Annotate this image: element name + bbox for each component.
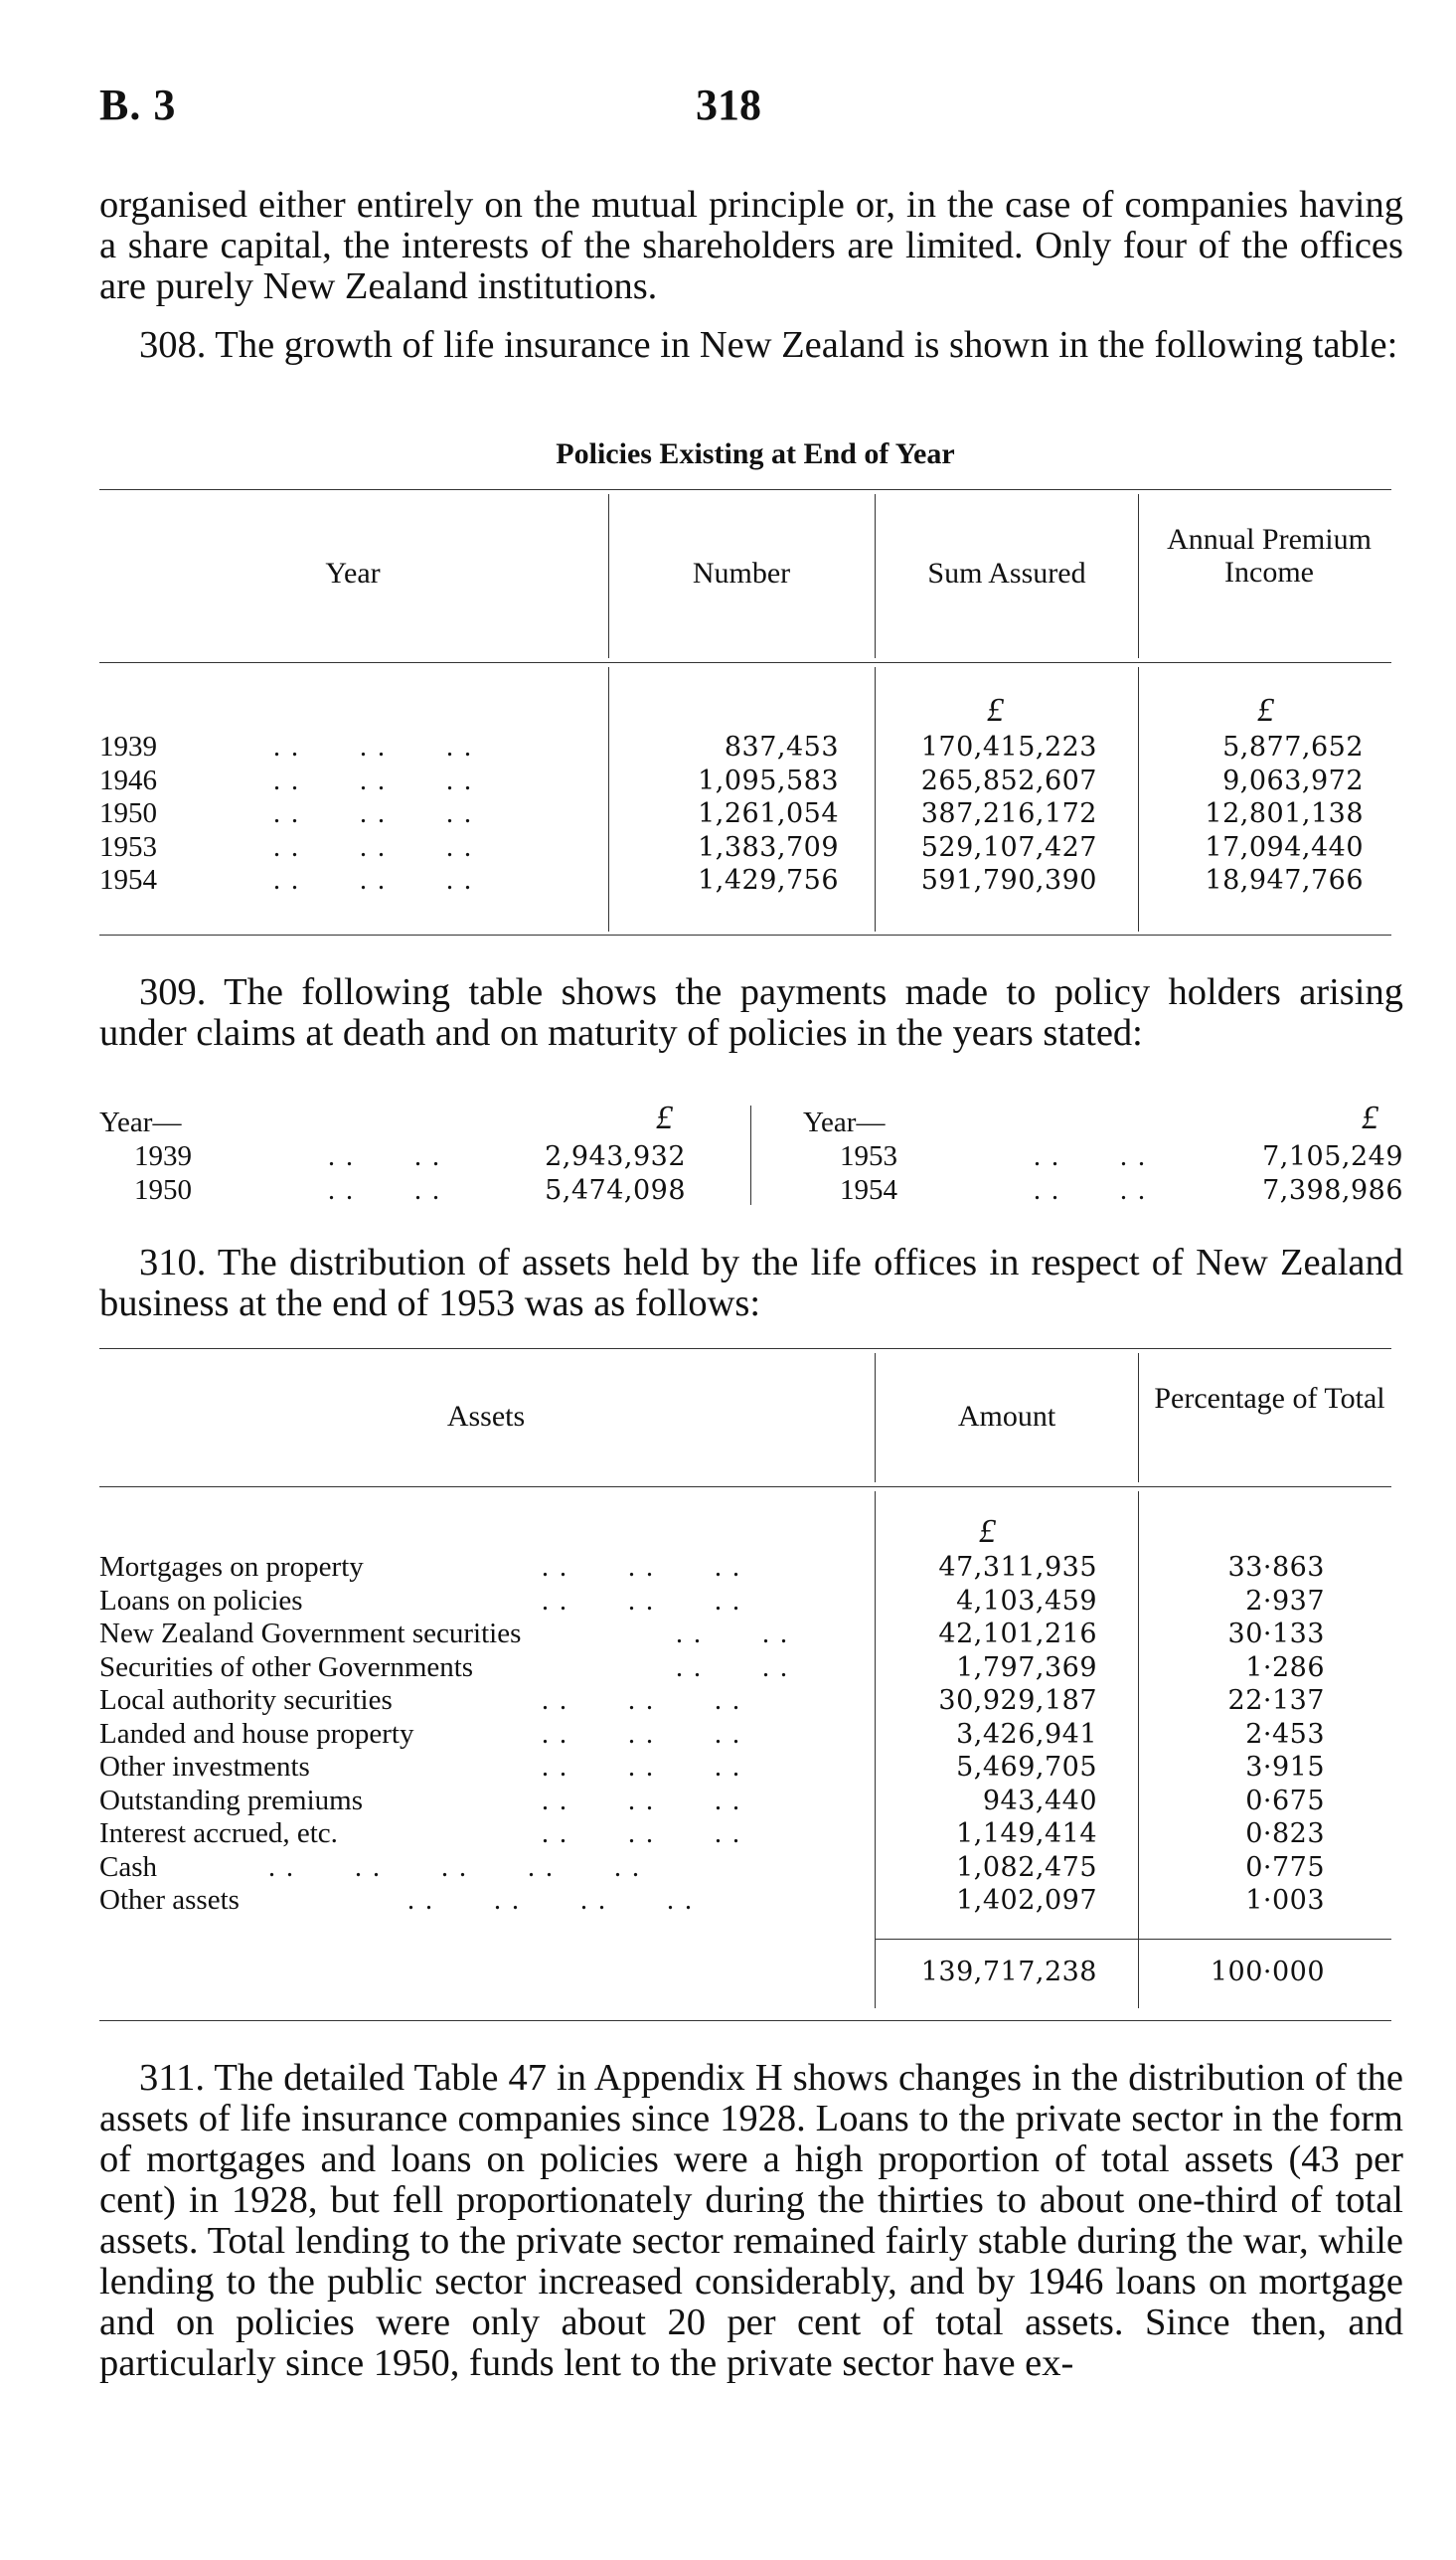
column-header-year: Year bbox=[325, 557, 381, 590]
table-cell-asset: Interest accrued, etc. bbox=[99, 1817, 338, 1849]
table-cell-asset: Cash bbox=[99, 1850, 157, 1883]
table-cell-amount: 4,103,459 bbox=[956, 1585, 1097, 1617]
leader-dots: . . . . . . bbox=[273, 831, 473, 863]
table-cell-sum-assured: 170,415,223 bbox=[920, 732, 1097, 763]
table-cell-amount: 1,149,414 bbox=[956, 1818, 1097, 1849]
table-cell-asset: Loans on policies bbox=[99, 1584, 303, 1617]
column-header-percentage: Percentage of Total bbox=[1154, 1382, 1385, 1415]
leader-dots: . . . . bbox=[1034, 1175, 1147, 1206]
table-cell-amount: 1,797,369 bbox=[956, 1651, 1097, 1683]
paragraph-310: 310. The distribution of assets held by the life offices in respect of New Zealand business at the end of 1953 was as follows: bbox=[99, 1242, 1403, 1324]
leader-dots: . . . . . . bbox=[542, 1552, 741, 1583]
table-rule bbox=[99, 1486, 1391, 1487]
leader-dots: . . . . . . bbox=[542, 1752, 741, 1783]
table-cell-number: 1,261,054 bbox=[698, 798, 839, 829]
column-divider bbox=[1138, 1353, 1139, 1482]
table-cell-asset: Local authority securities bbox=[99, 1684, 393, 1716]
column-divider bbox=[1138, 667, 1139, 932]
leader-dots: . . . . . . bbox=[542, 1585, 741, 1617]
table-cell-percentage: 22·137 bbox=[1227, 1685, 1325, 1716]
table-cell-asset: Outstanding premiums bbox=[99, 1784, 364, 1816]
column-header-annual-premium-income: Annual Premium Income bbox=[1167, 523, 1372, 589]
table-cell-number: 1,429,756 bbox=[698, 865, 839, 896]
table-cell-percentage: 3·915 bbox=[1245, 1752, 1325, 1783]
total-rule bbox=[875, 1939, 1391, 1940]
column-divider bbox=[1138, 494, 1139, 658]
table-cell-amount: 1,082,475 bbox=[956, 1851, 1097, 1883]
column-divider bbox=[750, 1106, 751, 1205]
paragraph-309: 309. The following table shows the payments made to policy holders arising under claims at death and on maturity of policies in the years stated: bbox=[99, 971, 1403, 1054]
leader-dots: . . . . . . bbox=[542, 1785, 741, 1816]
table-cell-percentage: 1·286 bbox=[1245, 1651, 1325, 1683]
table-cell-amount: 42,101,216 bbox=[938, 1619, 1097, 1649]
table-cell-percentage: 0·675 bbox=[1245, 1785, 1325, 1816]
leader-dots: . . . . . . bbox=[273, 732, 473, 763]
table-cell-amount: 5,474,098 bbox=[545, 1175, 686, 1206]
table-rule bbox=[99, 489, 1391, 490]
leader-dots: . . . . bbox=[676, 1619, 789, 1649]
table-cell-year: 1946 bbox=[99, 764, 157, 796]
year-label: Year— bbox=[803, 1107, 886, 1138]
table-cell-amount: 30,929,187 bbox=[938, 1685, 1097, 1716]
table-cell-sum-assured: 387,216,172 bbox=[920, 798, 1097, 829]
table-cell-premium: 18,947,766 bbox=[1205, 865, 1364, 896]
leader-dots: . . . . bbox=[328, 1175, 441, 1206]
table-cell-total-percentage: 100·000 bbox=[1210, 1957, 1325, 1987]
column-divider bbox=[875, 494, 876, 658]
table-cell-amount: 7,105,249 bbox=[1262, 1141, 1403, 1172]
table-cell-premium: 17,094,440 bbox=[1205, 831, 1364, 863]
table-cell-asset: Landed and house property bbox=[99, 1717, 414, 1750]
table-cell-percentage: 0·775 bbox=[1245, 1851, 1325, 1883]
table-cell-amount: 47,311,935 bbox=[938, 1552, 1097, 1583]
pound-sign: £ bbox=[1257, 692, 1274, 729]
table-cell-asset: New Zealand Government securities bbox=[99, 1618, 522, 1649]
table-cell-year: 1954 bbox=[840, 1174, 897, 1206]
table-cell-year: 1950 bbox=[99, 797, 157, 829]
table-rule bbox=[99, 2020, 1391, 2021]
table-cell-percentage: 33·863 bbox=[1227, 1552, 1325, 1583]
column-divider bbox=[608, 667, 609, 932]
pound-sign: £ bbox=[987, 692, 1004, 729]
table-cell-percentage: 30·133 bbox=[1227, 1619, 1325, 1649]
table-cell-sum-assured: 591,790,390 bbox=[920, 865, 1097, 896]
pound-sign: £ bbox=[656, 1100, 673, 1136]
table-cell-premium: 9,063,972 bbox=[1222, 765, 1364, 796]
table-cell-percentage: 0·823 bbox=[1245, 1818, 1325, 1849]
leader-dots: . . . . . . bbox=[273, 865, 473, 896]
column-divider bbox=[875, 1491, 876, 2008]
column-header-sum-assured: Sum Assured bbox=[927, 557, 1086, 590]
table-cell-total-amount: 139,717,238 bbox=[920, 1957, 1097, 1987]
leader-dots: . . . . . . bbox=[542, 1685, 741, 1716]
table-cell-year: 1939 bbox=[99, 731, 157, 763]
section-label: B. 3 bbox=[99, 81, 177, 129]
table-rule bbox=[99, 662, 1391, 663]
table-cell-number: 1,095,583 bbox=[698, 765, 839, 796]
table-cell-amount: 943,440 bbox=[982, 1785, 1097, 1816]
table-cell-number: 1,383,709 bbox=[698, 831, 839, 863]
policies-table-title: Policies Existing at End of Year bbox=[556, 437, 955, 470]
page-number: 318 bbox=[696, 81, 761, 129]
pound-sign: £ bbox=[979, 1513, 996, 1550]
table-rule bbox=[99, 1348, 1391, 1349]
table-cell-year: 1950 bbox=[134, 1174, 192, 1206]
leader-dots: . . . . bbox=[676, 1651, 789, 1683]
column-divider bbox=[875, 1353, 876, 1482]
table-rule bbox=[99, 935, 1391, 936]
leader-dots: . . . . . . bbox=[273, 798, 473, 829]
table-cell-asset: Securities of other Governments bbox=[99, 1650, 474, 1683]
table-cell-sum-assured: 529,107,427 bbox=[920, 831, 1097, 863]
table-cell-amount: 3,426,941 bbox=[956, 1718, 1097, 1750]
leader-dots: . . . . . . . . bbox=[407, 1885, 694, 1916]
table-cell-year: 1953 bbox=[99, 830, 157, 863]
paragraph-311: 311. The detailed Table 47 in Appendix H shows changes in the distribution of the assets of life insurance companies since 1928. Loans to the private sector in the form of mortgages and loans on policies were a high proportion of total assets (43 per cent) in 1928, but fell proportionately during the thirties to about one-third of total assets. Total lending to the private sector remained fairly stable during the war, while lending to the public sector increased considerably, and by 1946 loans on mortgage and on policies were only about 20 per cent of total assets. Since then, and particularly since 1950, funds lent to the private sector have ex- bbox=[99, 2057, 1403, 2384]
table-cell-premium: 5,877,652 bbox=[1222, 732, 1364, 763]
pound-sign: £ bbox=[1362, 1100, 1378, 1136]
column-header-number: Number bbox=[692, 557, 791, 590]
table-cell-amount: 5,469,705 bbox=[956, 1752, 1097, 1783]
leader-dots: . . . . bbox=[1034, 1141, 1147, 1172]
leader-dots: . . . . . . bbox=[542, 1718, 741, 1750]
table-cell-year: 1953 bbox=[840, 1140, 897, 1172]
table-cell-percentage: 2·937 bbox=[1245, 1585, 1325, 1617]
column-divider bbox=[608, 494, 609, 658]
paragraph-continuation: organised either entirely on the mutual principle or, in the case of companies having a share capital, the interests of the shareholders are limited. Only four of the offices are purely New Zealand institutions. bbox=[99, 184, 1403, 307]
table-cell-percentage: 1·003 bbox=[1245, 1885, 1325, 1916]
paragraph-308: 308. The growth of life insurance in New Zealand is shown in the following table: bbox=[139, 324, 1398, 366]
table-cell-amount: 7,398,986 bbox=[1262, 1175, 1403, 1206]
leader-dots: . . . . . . . . . . bbox=[268, 1851, 641, 1883]
year-label: Year— bbox=[99, 1107, 182, 1138]
leader-dots: . . . . bbox=[328, 1141, 441, 1172]
table-cell-year: 1954 bbox=[99, 864, 157, 896]
leader-dots: . . . . . . bbox=[542, 1818, 741, 1849]
column-divider bbox=[1138, 1491, 1139, 2008]
leader-dots: . . . . . . bbox=[273, 765, 473, 796]
table-cell-amount: 1,402,097 bbox=[956, 1885, 1097, 1916]
table-cell-asset: Other investments bbox=[99, 1751, 310, 1783]
table-cell-percentage: 2·453 bbox=[1245, 1718, 1325, 1750]
column-header-assets: Assets bbox=[446, 1400, 526, 1433]
table-cell-premium: 12,801,138 bbox=[1205, 798, 1364, 829]
table-cell-sum-assured: 265,852,607 bbox=[920, 765, 1097, 796]
column-header-amount: Amount bbox=[957, 1400, 1056, 1433]
table-cell-year: 1939 bbox=[134, 1140, 192, 1172]
table-cell-asset: Mortgages on property bbox=[99, 1551, 364, 1583]
table-cell-amount: 2,943,932 bbox=[545, 1141, 686, 1172]
column-divider bbox=[875, 667, 876, 932]
table-cell-number: 837,453 bbox=[724, 732, 839, 763]
table-cell-asset: Other assets bbox=[99, 1884, 240, 1916]
